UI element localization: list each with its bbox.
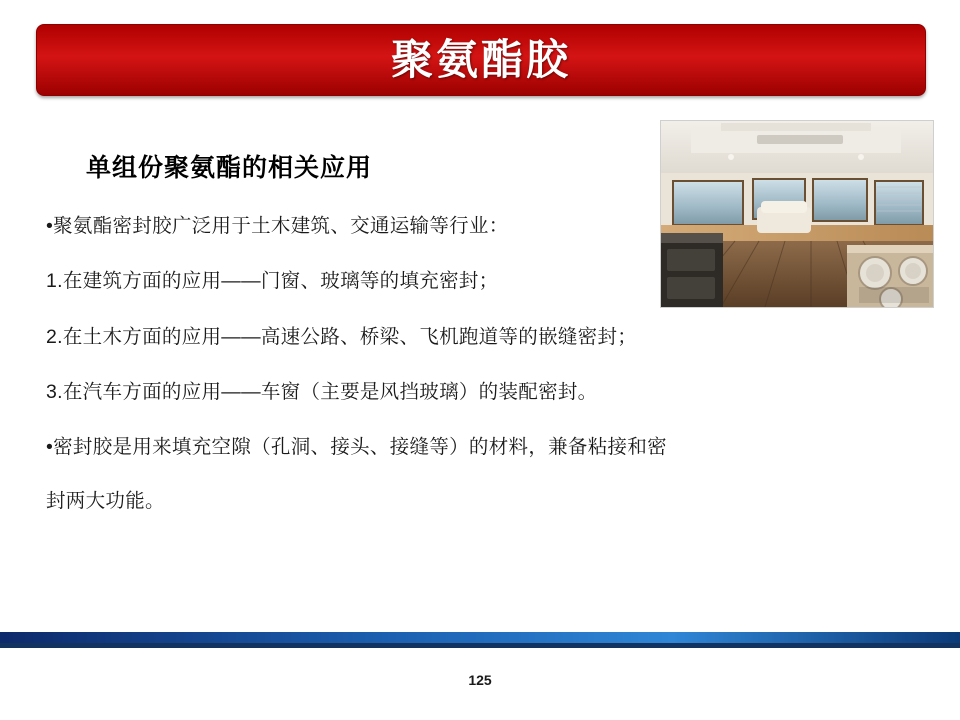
slide-title-bar [36,24,926,96]
yacht-interior-illustration [661,121,933,307]
slide-title: 聚氨酯胶 [390,36,571,83]
paragraph-item-3: 3.在汽车方面的应用——车窗（主要是风挡玻璃）的装配密封。 [46,380,598,403]
footer-accent-bar-dark [0,643,960,648]
paragraph-item-2: 2.在土木方面的应用——高速公路、桥梁、飞机跑道等的嵌缝密封； [46,325,638,348]
paragraph-item-1: 1.在建筑方面的应用——门窗、玻璃等的填充密封； [46,270,499,293]
yacht-interior-photo [660,120,934,308]
paragraph-intro: •聚氨酯密封胶广泛用于土木建筑、交通运输等行业： [46,215,509,237]
paragraph-definition-line-1: •密封胶是用来填充空隙（孔洞、接头、接缝等）的材料，兼备粘接和密 [46,436,667,459]
paragraph-definition [46,433,836,516]
paragraph-definition-line-2: 封两大功能。 [46,490,165,513]
footer-accent-bar [0,632,960,643]
section-heading: 单组份聚氨酯的相关应用 [86,154,373,182]
page-number: 125 [468,672,492,688]
